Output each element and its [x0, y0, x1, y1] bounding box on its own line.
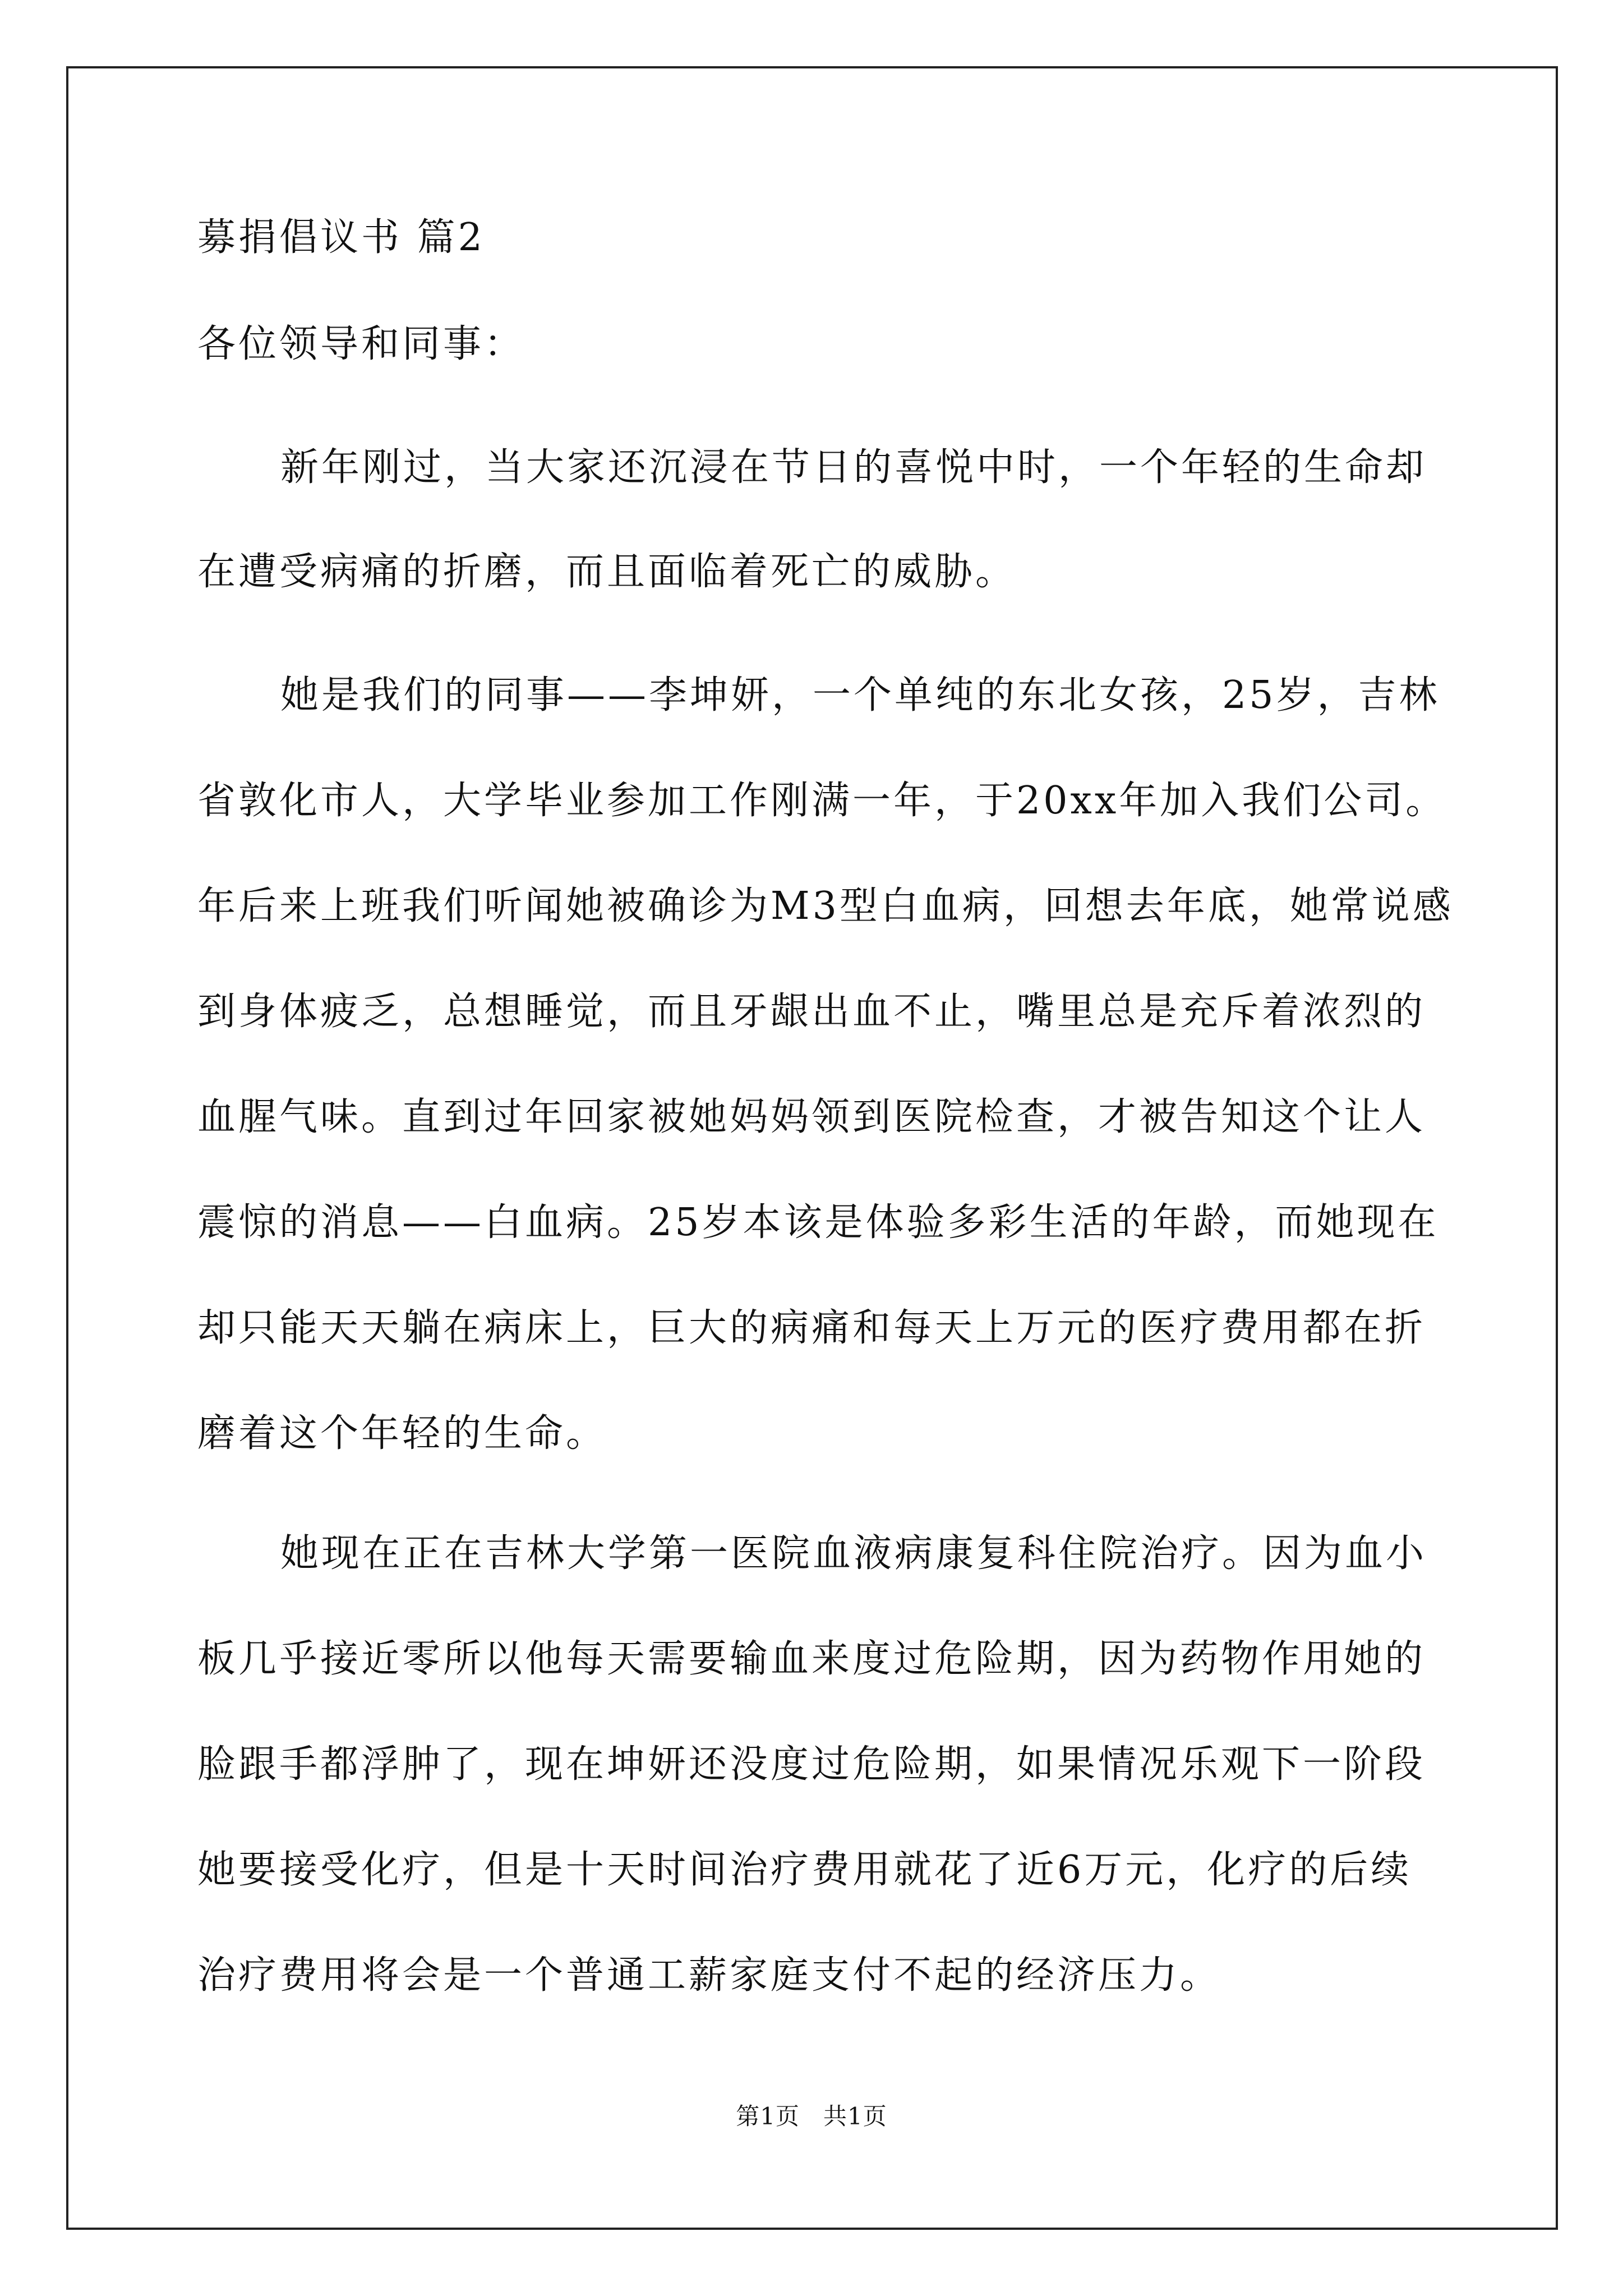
paragraph-line: 省敦化市人，大学毕业参加工作刚满一年，于20xx年加入我们公司。	[197, 779, 1447, 823]
paragraph-line: 震惊的消息——白血病。25岁本该是体验多彩生活的年龄，而她现在	[197, 1200, 1439, 1245]
paragraph-line: 治疗费用将会是一个普通工薪家庭支付不起的经济压力。	[197, 1953, 1221, 1998]
document-title: 募捐倡议书 篇2	[197, 215, 485, 260]
page-number-total: 共1页	[823, 2102, 887, 2130]
page-number-current: 第1页	[736, 2102, 800, 2130]
paragraph-line: 脸跟手都浮肿了，现在坤妍还没度过危险期，如果情况乐观下一阶段	[197, 1742, 1426, 1787]
page-footer	[0, 2098, 1623, 2132]
paragraph-line: 到身体疲乏，总想睡觉，而且牙龈出血不止，嘴里总是充斥着浓烈的	[197, 990, 1426, 1034]
paragraph-line: 却只能天天躺在病床上，巨大的病痛和每天上万元的医疗费用都在折	[197, 1306, 1426, 1350]
paragraph-line: 她现在正在吉林大学第一医院血液病康复科住院治疗。因为血小	[280, 1531, 1427, 1576]
paragraph-line: 血腥气味。直到过年回家被她妈妈领到医院检查，才被告知这个让人	[197, 1095, 1426, 1139]
paragraph-line: 板几乎接近零所以他每天需要输血来度过危险期，因为药物作用她的	[197, 1637, 1426, 1681]
paragraph-line: 新年刚过，当大家还沉浸在节日的喜悦中时，一个年轻的生命却	[280, 445, 1427, 490]
paragraph-line: 在遭受病痛的折磨，而且面临着死亡的威胁。	[197, 550, 1017, 594]
page-border	[66, 66, 1558, 2230]
paragraph-line: 磨着这个年轻的生命。	[197, 1411, 607, 1456]
paragraph-line: 年后来上班我们听闻她被确诊为M3型白血病，回想去年底，她常说感	[197, 884, 1454, 928]
salutation: 各位领导和同事：	[197, 322, 525, 366]
paragraph-line: 她要接受化疗，但是十天时间治疗费用就花了近6万元，化疗的后续	[197, 1848, 1412, 1892]
paragraph-line: 她是我们的同事——李坤妍，一个单纯的东北女孩，25岁，吉林	[280, 673, 1440, 717]
